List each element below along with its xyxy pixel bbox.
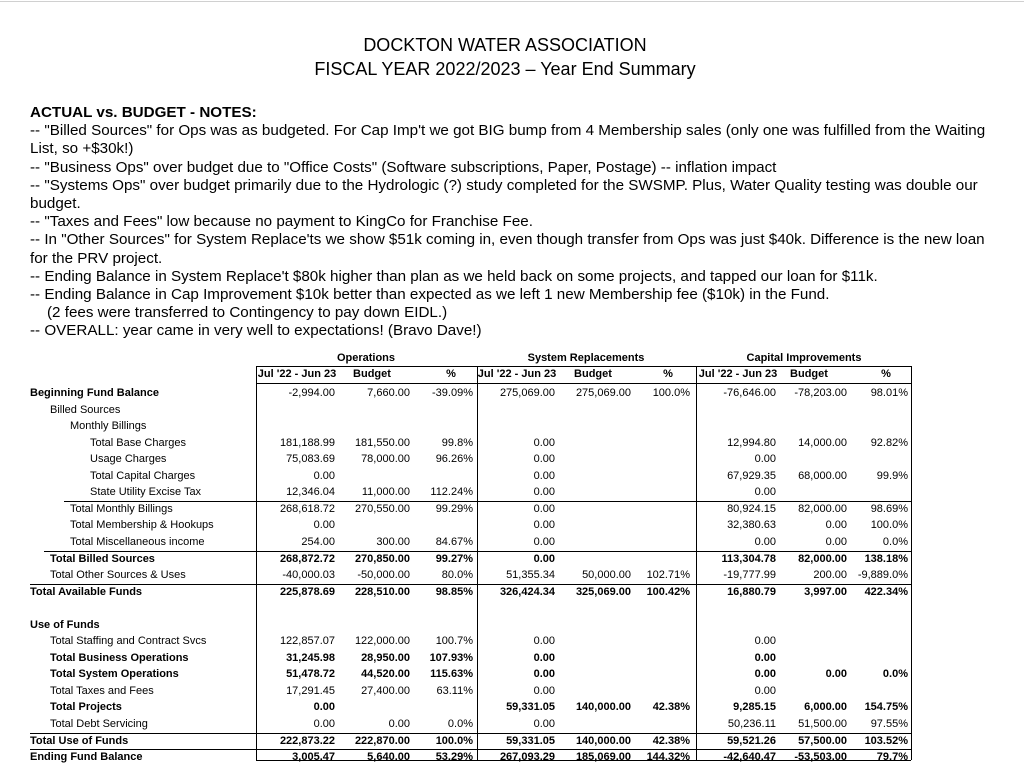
cell-value: 42.38%: [652, 734, 690, 747]
cell-value: 300.00: [376, 535, 410, 548]
cell-value: 0.00: [825, 519, 847, 532]
cell-value: 107.93%: [429, 651, 473, 664]
row-label: Ending Fund Balance: [30, 751, 143, 764]
table-gridline: [30, 584, 911, 585]
table-gridline: [256, 366, 911, 367]
cell-value: 0.00: [313, 469, 335, 482]
cell-value: 6,000.00: [804, 701, 847, 714]
cell-value: 140,000.00: [575, 734, 631, 747]
cell-value: 102.71%: [646, 569, 690, 582]
cell-value: 0.0%: [447, 718, 473, 730]
note-line: -- In "Other Sources" for System Replace'ts we show $51k coming in, even though transfer from Ops was just $40k. Difference is the new loan for the PRV project.: [30, 231, 985, 267]
cell-value: 325,069.00: [575, 585, 631, 598]
notes-section: [30, 104, 1000, 341]
row-label: Usage Charges: [90, 453, 167, 466]
cell-value: 144.32%: [646, 751, 690, 764]
cell-value: 275,069.00: [499, 387, 555, 399]
cell-value: 115.63%: [430, 668, 473, 681]
cell-value: 270,850.00: [354, 552, 410, 565]
cell-value: 275,069.00: [575, 387, 631, 399]
cell-value: 99.29%: [435, 502, 473, 515]
note-line: (2 fees were transferred to Contingency to pay down EIDL.): [47, 304, 448, 322]
cell-value: 270,550.00: [354, 502, 410, 515]
cell-value: 51,478.72: [286, 668, 335, 681]
cell-value: 0.00: [754, 684, 776, 697]
cell-value: 11,000.00: [361, 486, 410, 499]
cell-value: 0.00: [754, 486, 776, 499]
cell-value: 82,000.00: [798, 552, 847, 565]
cell-value: 92.82%: [870, 436, 908, 449]
cell-value: 5,640.00: [367, 751, 410, 764]
cell-value: 96.26%: [435, 453, 473, 466]
cell-value: 0.00: [533, 502, 555, 515]
cell-value: 59,331.05: [506, 734, 555, 747]
cell-value: 0.00: [313, 519, 335, 532]
row-label: Total Other Sources & Uses: [50, 569, 186, 582]
cell-value: 51,500.00: [798, 718, 847, 730]
cell-value: 53.29%: [435, 751, 473, 764]
cell-value: 0.00: [533, 486, 555, 499]
cell-value: 122,000.00: [354, 635, 410, 648]
row-label: Total Staffing and Contract Svcs: [50, 635, 207, 648]
cell-value: 3,997.00: [804, 585, 847, 598]
cell-value: -42,640.47: [723, 751, 776, 764]
cell-value: 0.00: [533, 453, 555, 466]
cell-value: 326,424.34: [499, 585, 555, 598]
cell-value: -39.09%: [432, 387, 473, 399]
cell-value: 100.0%: [870, 519, 908, 532]
cell-value: 222,870.00: [354, 734, 410, 747]
group-header: System Replacements: [527, 352, 645, 364]
cell-value: 84.67%: [435, 535, 473, 548]
cell-value: -78,203.00: [794, 387, 847, 399]
cell-value: 75,083.69: [286, 453, 335, 466]
row-label: Use of Funds: [30, 618, 100, 631]
cell-value: 222,873.22: [279, 734, 335, 747]
table-gridline: [911, 366, 912, 760]
cell-value: 100.0%: [652, 387, 690, 399]
column-header: %: [881, 368, 891, 380]
cell-value: 103.52%: [864, 734, 908, 747]
row-label: Monthly Billings: [70, 420, 147, 433]
cell-value: 99.8%: [441, 436, 473, 449]
cell-value: 59,521.26: [727, 734, 776, 747]
cell-value: -53,503.00: [794, 751, 847, 764]
cell-value: 138.18%: [864, 552, 908, 565]
cell-value: 0.0%: [882, 668, 908, 681]
cell-value: 0.00: [754, 668, 776, 681]
column-header: Jul '22 - Jun 23: [257, 368, 337, 380]
cell-value: 112.24%: [430, 486, 473, 499]
cell-value: -50,000.00: [357, 569, 410, 582]
row-label: Total Billed Sources: [50, 552, 155, 565]
row-label: Total Miscellaneous income: [70, 535, 205, 548]
cell-value: 0.00: [533, 469, 555, 482]
cell-value: 100.7%: [435, 635, 473, 648]
cell-value: 16,880.79: [727, 585, 776, 598]
row-label: Total Capital Charges: [90, 469, 196, 482]
row-label: Total Base Charges: [90, 436, 186, 449]
table-gridline: [44, 551, 911, 552]
cell-value: 254.00: [301, 535, 335, 548]
cell-value: 154.75%: [864, 701, 908, 714]
cell-value: 80.0%: [441, 569, 473, 582]
row-label: Billed Sources: [50, 403, 121, 416]
cell-value: 27,400.00: [361, 684, 410, 697]
note-line: -- "Systems Ops" over budget primarily due to the Hydrologic (?) study completed for the SWSMP. Plus, Water Quality testing was double our budget.: [30, 176, 978, 213]
note-line: -- "Billed Sources" for Ops was as budgeted. For Cap Imp't we got BIG bump from 4 Membership sales (only one was fulfilled from the Waiting List, so +$30k!): [30, 122, 986, 158]
cell-value: -40,000.03: [282, 569, 335, 582]
cell-value: 181,188.99: [279, 436, 335, 449]
notes-heading: ACTUAL vs. BUDGET - NOTES:: [30, 104, 257, 121]
cell-value: 0.00: [825, 535, 847, 548]
row-label: State Utility Excise Tax: [90, 486, 202, 499]
table-gridline: [30, 749, 911, 750]
report-title: FISCAL YEAR 2022/2023 – Year End Summary: [314, 59, 696, 79]
table-gridline: [696, 366, 697, 760]
cell-value: 80,924.15: [727, 502, 776, 515]
row-label: Total Projects: [50, 701, 122, 714]
cell-value: 0.00: [533, 535, 555, 548]
cell-value: 50,236.11: [727, 718, 776, 730]
row-label: Total Business Operations: [50, 651, 189, 664]
row-label: Total Available Funds: [30, 585, 143, 598]
cell-value: 98.69%: [870, 502, 908, 515]
group-header: Capital Improvements: [746, 352, 862, 364]
table-gridline: [64, 501, 911, 502]
cell-value: 200.00: [813, 569, 847, 582]
cell-value: 68,000.00: [798, 469, 847, 482]
cell-value: 0.00: [754, 635, 776, 648]
column-header: Budget: [353, 368, 391, 380]
cell-value: 63.11%: [436, 684, 473, 697]
cell-value: 181,550.00: [354, 436, 410, 449]
cell-value: 59,331.05: [506, 701, 555, 714]
table-gridline: [256, 366, 257, 760]
cell-value: 0.00: [533, 684, 555, 697]
row-label: Beginning Fund Balance: [30, 387, 159, 399]
cell-value: 42.38%: [652, 701, 690, 714]
row-label: Total Use of Funds: [30, 734, 129, 747]
cell-value: 32,380.63: [727, 519, 776, 532]
cell-value: 78,000.00: [361, 453, 410, 466]
column-header: Budget: [790, 368, 828, 380]
column-header: %: [446, 368, 456, 380]
cell-value: -19,777.99: [723, 569, 776, 582]
note-line: -- OVERALL: year came in very well to expectations! (Bravo Dave!): [30, 322, 482, 340]
cell-value: 113,304.78: [721, 552, 776, 565]
cell-value: -76,646.00: [723, 387, 776, 399]
cell-value: 0.00: [533, 651, 555, 664]
cell-value: 122,857.07: [279, 635, 335, 648]
group-header: Operations: [336, 352, 396, 364]
column-header: Jul '22 - Jun 23: [477, 368, 557, 380]
cell-value: 99.9%: [876, 469, 908, 482]
cell-value: 99.27%: [435, 552, 473, 565]
cell-value: 268,618.72: [279, 502, 335, 515]
cell-value: 0.00: [533, 436, 555, 449]
cell-value: 0.0%: [882, 535, 908, 548]
cell-value: -2,994.00: [288, 387, 335, 399]
table-gridline: [256, 383, 911, 384]
fund-summary-table: [26, 349, 912, 764]
cell-value: 0.00: [754, 453, 776, 466]
row-label: Total Debt Servicing: [50, 718, 148, 730]
cell-value: -9,889.0%: [857, 569, 908, 582]
cell-value: 0.00: [533, 552, 555, 565]
cell-value: 57,500.00: [798, 734, 847, 747]
note-line: -- "Taxes and Fees" low because no payment to KingCo for Franchise Fee.: [30, 213, 533, 231]
cell-value: 0.00: [313, 718, 335, 730]
cell-value: 100.42%: [646, 585, 690, 598]
cell-value: 82,000.00: [798, 502, 847, 515]
cell-value: 0.00: [533, 635, 555, 648]
cell-value: 7,660.00: [367, 387, 410, 399]
cell-value: 0.00: [754, 535, 776, 548]
table-gridline: [30, 733, 911, 734]
cell-value: 14,000.00: [798, 436, 847, 449]
cell-value: 0.00: [313, 701, 335, 714]
cell-value: 422.34%: [864, 585, 908, 598]
cell-value: 97.55%: [870, 718, 908, 730]
cell-value: 0.00: [825, 668, 847, 681]
cell-value: 140,000.00: [575, 701, 631, 714]
cell-value: 228,510.00: [354, 585, 410, 598]
cell-value: 50,000.00: [582, 569, 631, 582]
table-gridline: [256, 760, 911, 761]
cell-value: 98.85%: [435, 585, 473, 598]
cell-value: 268,872.72: [279, 552, 335, 565]
cell-value: 225,878.69: [279, 585, 335, 598]
cell-value: 0.00: [388, 718, 410, 730]
cell-value: 0.00: [754, 651, 776, 664]
row-label: Total System Operations: [50, 668, 179, 681]
row-label: Total Membership & Hookups: [70, 519, 214, 532]
column-header: Jul '22 - Jun 23: [698, 368, 778, 380]
column-header: %: [663, 368, 673, 380]
cell-value: 3,005.47: [292, 751, 335, 764]
note-line: -- Ending Balance in System Replace't $80k higher than plan as we held back on some projects, and tapped our loan for $11k.: [30, 267, 878, 285]
cell-value: 0.00: [533, 668, 555, 681]
note-line: -- "Business Ops" over budget due to "Office Costs" (Software subscriptions, Paper, Postage) -- inflation impact: [30, 158, 777, 176]
cell-value: 185,069.00: [575, 751, 631, 764]
column-header: Budget: [574, 368, 612, 380]
cell-value: 9,285.15: [733, 701, 776, 714]
cell-value: 12,994.80: [727, 436, 776, 449]
cell-value: 44,520.00: [361, 668, 410, 681]
cell-value: 28,950.00: [361, 651, 410, 664]
cell-value: 267,093.29: [499, 751, 555, 764]
cell-value: 31,245.98: [286, 651, 335, 664]
cell-value: 12,346.04: [286, 486, 335, 499]
cell-value: 0.00: [533, 519, 555, 532]
window-top-border: [0, 1, 1024, 2]
cell-value: 0.00: [533, 718, 555, 730]
cell-value: 79.7%: [876, 751, 908, 764]
cell-value: 17,291.45: [286, 684, 335, 697]
org-title: DOCKTON WATER ASSOCIATION: [363, 35, 647, 55]
cell-value: 67,929.35: [727, 469, 776, 482]
cell-value: 98.01%: [870, 387, 908, 399]
cell-value: 51,355.34: [506, 569, 555, 582]
table-gridline: [477, 366, 478, 760]
cell-value: 100.0%: [435, 734, 473, 747]
row-label: Total Taxes and Fees: [50, 684, 154, 697]
note-line: -- Ending Balance in Cap Improvement $10k better than expected as we left 1 new Membership fee ($10k) in the Fund.: [30, 286, 830, 304]
row-label: Total Monthly Billings: [70, 502, 173, 515]
